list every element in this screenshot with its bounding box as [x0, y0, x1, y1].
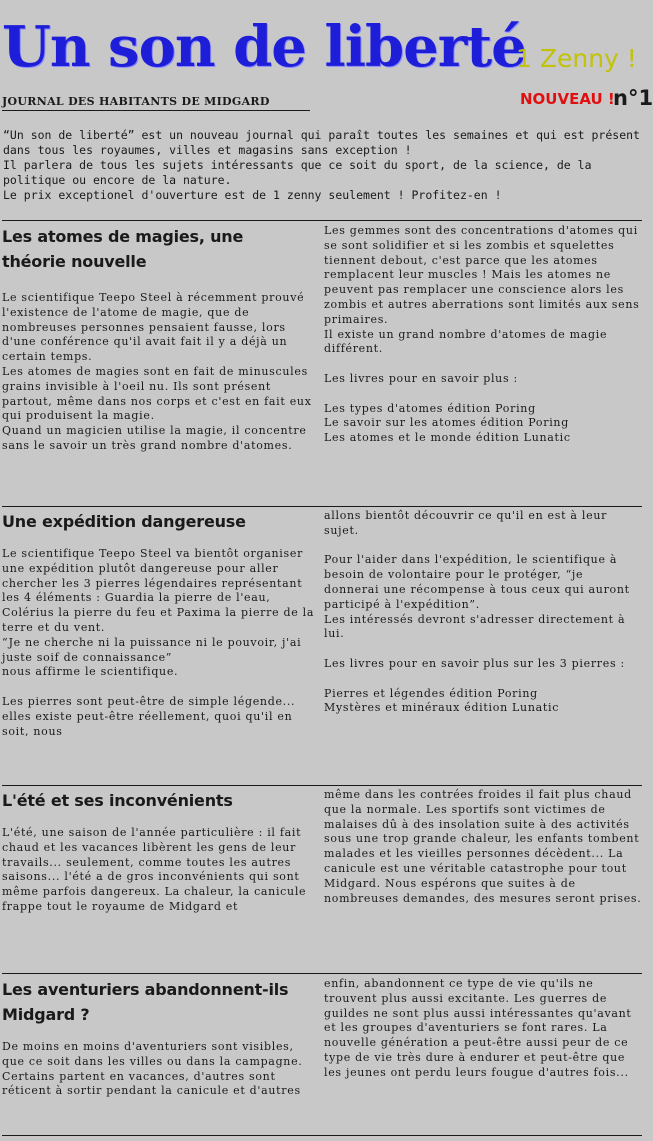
newspaper-title: Un son de liberté: [2, 14, 526, 80]
article-body-right-adventurers: enfin, abandonnent ce type de vie qu'ils ne trouvent plus aussi excitante. Les guerres de guildes ne sont plus aussi intéressantes qu'avant et les groupes d'aventuriers se font rares. La nouvelle génération a peut-être aussi peur de ce type de vie très dure à endurer et peut-être que les jeunes ont perdu leurs fougue d'autres fois...: [324, 977, 632, 1079]
article-body-right-expedition: allons bientôt découvrir ce qu'il en est à leur sujet. Pour l'aider dans l'expédition, le scientifique à besoin de volontaire pour le protéger, “je donnerai une récompense à tous ceux qui auront participé à l'expédition”. Les intéressés devront s'adresser directement à lui. Les livres pour en savoir plus sur les 3 pierres : Pierres et légendes édition Poring Mystères et minéraux édition Lunatic: [324, 509, 630, 715]
price-label: 1 Zenny !: [516, 44, 637, 73]
section-divider: [2, 785, 642, 786]
article-headline-atoms: Les atomes de magies, une théorie nouvelle: [2, 227, 244, 271]
newspaper-subtitle: JOURNAL DES HABITANTS DE MIDGARD: [2, 95, 310, 111]
issue-number: n°1: [613, 86, 653, 110]
article-body-left-adventurers: De moins en moins d'aventuriers sont visibles, que ce soit dans les villes ou dans la campagne. Certains partent en vacances, d'autres sont réticent à sortir pendant la canicule et d'autres: [2, 1040, 303, 1098]
article-body-left-expedition: Le scientifique Teepo Steel va bientôt organiser une expédition plutôt dangereuse pour aller chercher les 3 pierres légendaires représentant les 4 éléments : Guardia la pierre de l'eau, Colérius la pierre du feu et Paxima la pierre de la terre et du vent. “Je ne cherche ni la puissance ni le pouvoir, j'ai juste soif de connaissance” nous affirme le scientifique. Les pierres sont peut-être de simple légende... elles existe peut-être réellement, quoi qu'il en soit, nous: [2, 547, 315, 738]
new-badge: NOUVEAU !: [520, 90, 615, 108]
article-headline-expedition: Une expédition dangereuse: [2, 512, 246, 531]
section-divider: [2, 506, 642, 507]
article-body-right-summer: même dans les contrées froides il fait plus chaud que la normale. Les sportifs sont victimes de malaises dû à des insolation suite à des activités sous une trop grande chaleur, les enfants tombent malades et les vieilles personnes décèdent... La canicule est une véritable catastrophe pour tout Midgard. Nous espérons que suites à de nombreuses demandes, des mesures seront prises.: [324, 788, 642, 905]
article-body-right-atoms: Les gemmes sont des concentrations d'atomes qui se sont solidifier et si les zombis et squelettes tiennent debout, c'est parce que les atomes remplacent leur muscles ! Mais les atomes ne peuvent pas remplacer une conscience alors les zombis et autres aberrations sont limités aux sens primaires. Il existe un grand nombre d'atomes de magie différent. Les livres pour en savoir plus : Les types d'atomes édition Poring Le savoir sur les atomes édition Poring Les atomes et le monde édition Lunatic: [324, 224, 640, 445]
section-divider: [2, 1135, 642, 1136]
article-headline-adventurers: Les aventuriers abandonnent-ils Midgard ?: [2, 980, 289, 1024]
section-divider: [2, 220, 642, 221]
article-headline-summer: L'été et ses inconvénients: [2, 791, 233, 810]
article-body-left-atoms: Le scientifique Teepo Steel à récemment prouvé l'existence de l'atome de magie, que de nombreuses personnes pensaient fausse, lors d'une conférence qu'il avait fait il y a déjà un certain temps. Les atomes de magies sont en fait de minuscules grains invisible à l'oeil nu. Ils sont présent partout, même dans nos corps et c'est en fait eux qui produisent la magie. Quand un magicien utilise la magie, il concentre sans le savoir un très grand nombre d'atomes.: [2, 291, 312, 452]
intro-paragraph: “Un son de liberté” est un nouveau journal qui paraît toutes les semaines et qui est présent dans tous les royaumes, villes et magasins sans exception ! Il parlera de tous les sujets intéressants que ce soit du sport, de la science, de la politique ou encore de la nature. Le prix exceptionel d'ouverture est de 1 zenny seulement ! Profitez-en !: [3, 128, 640, 202]
article-body-left-summer: L'été, une saison de l'année particulière : il fait chaud et les vacances libèrent les gens de leur travails... seulement, comme toutes les autres saisons... l'été a de gros inconvénients qui sont même parfois dangereux. La chaleur, la canicule frappe tout le royaume de Midgard et: [2, 826, 307, 913]
section-divider: [2, 973, 642, 974]
